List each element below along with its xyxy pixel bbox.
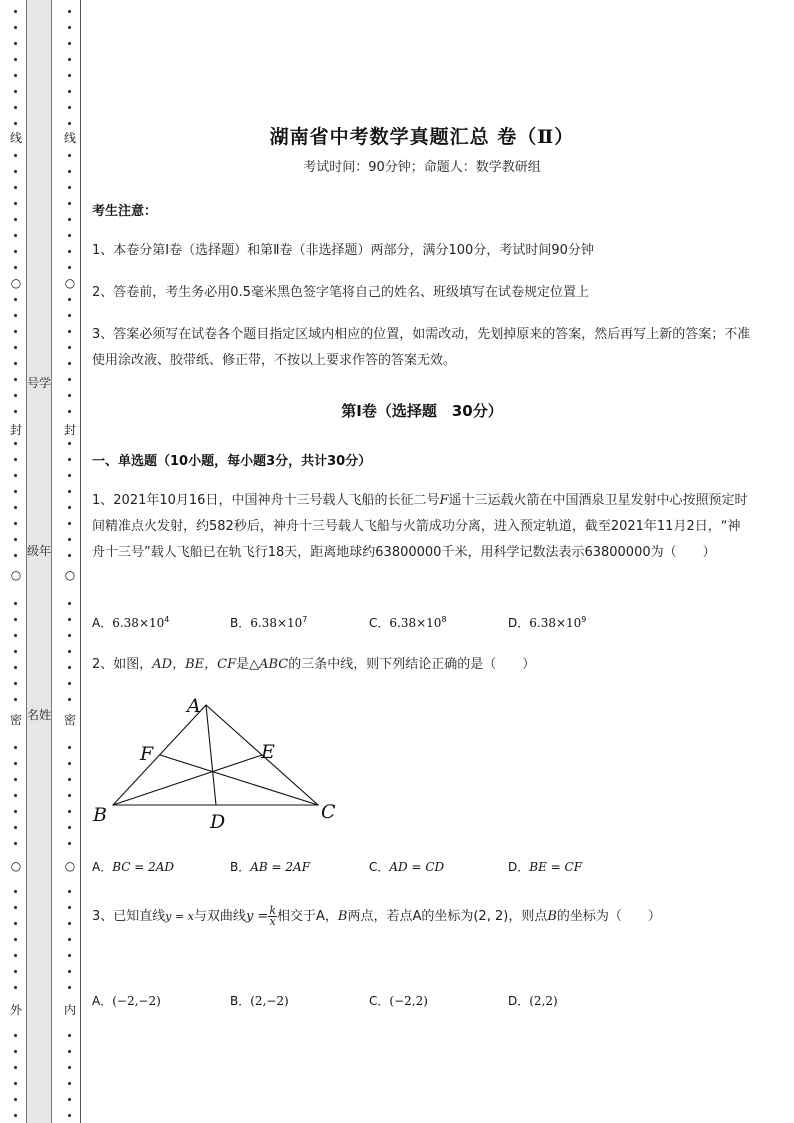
binding-dot: [14, 746, 17, 749]
q3-option-c[interactable]: C．(−2,2): [369, 994, 428, 1008]
q3-option-d[interactable]: D．(2,2): [508, 994, 558, 1008]
binding-dot: [14, 778, 17, 781]
binding-dot: [14, 618, 17, 621]
q2-option-b[interactable]: B．AB = 2AF: [230, 860, 311, 874]
binding-dot: [14, 42, 17, 45]
binding-dot: [68, 890, 71, 893]
binding-dot: [68, 458, 71, 461]
binding-dot: [68, 26, 71, 29]
binding-dot: [14, 538, 17, 541]
binding-dot: [68, 506, 71, 509]
binding-dot: [14, 666, 17, 669]
question-2: 2、如图，AD，BE，CF是△ABC的三条中线，则下列结论正确的是（ ）: [92, 657, 536, 672]
binding-dot: [68, 490, 71, 493]
q3-option-b[interactable]: B．(2,−2): [230, 994, 289, 1008]
binding-dot: [68, 74, 71, 77]
binding-dot: [14, 394, 17, 397]
binding-dot: [14, 58, 17, 61]
binding-left-mark-5: ○: [7, 859, 25, 873]
binding-dot: [14, 90, 17, 93]
binding-dot: [68, 442, 71, 445]
label-a: A: [187, 695, 201, 717]
field-name: 名姓: [27, 708, 52, 722]
exam-title: 湖南省中考数学真题汇总 卷（Ⅱ）: [269, 126, 575, 148]
binding-dot: [68, 90, 71, 93]
binding-dot: [68, 954, 71, 957]
field-grade: 级年: [27, 544, 52, 558]
binding-dot: [14, 410, 17, 413]
binding-dot: [68, 794, 71, 797]
binding-dot: [14, 378, 17, 381]
binding-right-mark-3: ○: [61, 568, 79, 582]
binding-dot: [68, 186, 71, 189]
notice-item-2: 2、答卷前，考生务必用0.5毫米黑色签字笔将自己的姓名、班级填写在试卷规定位置上: [92, 285, 589, 300]
binding-dot: [68, 1034, 71, 1037]
binding-dot: [14, 890, 17, 893]
binding-dot: [68, 682, 71, 685]
binding-dot: [14, 122, 17, 125]
binding-dot: [68, 634, 71, 637]
binding-left-mark-6: 外: [7, 1003, 25, 1017]
binding-dot: [68, 58, 71, 61]
notice-item-3: 3、答案必须写在试卷各个题目指定区域内相应的位置，如需改动，先划掉原来的答案，然后再写上新的答案；不准使用涂改液、胶带纸、修正带，不按以上要求作答的答案无效。: [92, 327, 751, 368]
median-ad: [206, 705, 216, 805]
q2-option-c[interactable]: C．AD = CD: [369, 860, 445, 874]
binding-dot: [68, 906, 71, 909]
binding-right-mark-1: ○: [61, 276, 79, 290]
student-info-gutter: [26, 0, 52, 1123]
binding-right-mark-5: ○: [61, 859, 79, 873]
binding-dot: [68, 122, 71, 125]
fraction-k-over-x: $\frac{k}{x}$: [269, 904, 276, 928]
binding-dot: [14, 170, 17, 173]
binding-dot: [14, 522, 17, 525]
binding-dot: [68, 522, 71, 525]
binding-dot: [14, 298, 17, 301]
binding-dot: [68, 1082, 71, 1085]
binding-dot: [14, 698, 17, 701]
binding-dot: [14, 826, 17, 829]
binding-dot: [14, 1050, 17, 1053]
binding-dot: [68, 10, 71, 13]
binding-dot: [68, 1098, 71, 1101]
binding-dot: [14, 954, 17, 957]
binding-dot: [68, 42, 71, 45]
binding-dot: [14, 634, 17, 637]
binding-dot: [14, 266, 17, 269]
binding-dot: [68, 826, 71, 829]
binding-dot: [68, 394, 71, 397]
exam-subtitle: 考试时间：90分钟；命题人：数学教研组: [303, 160, 541, 175]
binding-dot: [14, 506, 17, 509]
binding-dot: [14, 474, 17, 477]
binding-dot: [14, 762, 17, 765]
binding-dot: [14, 490, 17, 493]
binding-dot: [14, 842, 17, 845]
binding-dot: [14, 314, 17, 317]
binding-dot: [68, 330, 71, 333]
binding-dot: [68, 650, 71, 653]
binding-dot: [68, 410, 71, 413]
binding-dot: [14, 186, 17, 189]
binding-dot: [68, 474, 71, 477]
binding-dot: [14, 970, 17, 973]
question-3-options: [92, 992, 752, 1012]
binding-right-mark-6: 内: [61, 1003, 79, 1017]
binding-dot: [68, 778, 71, 781]
binding-dot: [14, 1066, 17, 1069]
binding-dot: [14, 218, 17, 221]
binding-dot: [68, 234, 71, 237]
binding-right-mark-4: 密: [61, 713, 79, 727]
binding-dot: [68, 218, 71, 221]
binding-dot: [14, 810, 17, 813]
question-1-lead: 1、2021年10月16日，中国神舟十三号载人飞船的长征二号: [92, 493, 440, 508]
binding-dot: [14, 1114, 17, 1117]
binding-dot: [14, 362, 17, 365]
binding-dot: [14, 906, 17, 909]
binding-right-mark-0: 线: [61, 131, 79, 145]
q1-option-d[interactable]: D．$6.38\times 10^9$: [508, 615, 587, 630]
binding-dot: [68, 346, 71, 349]
dotted-cut-line-right: [64, 0, 76, 1123]
binding-dot: [68, 1050, 71, 1053]
binding-dot: [68, 618, 71, 621]
binding-left-mark-1: ○: [7, 276, 25, 290]
binding-dot: [68, 762, 71, 765]
q2-option-a[interactable]: A．BC = 2AD: [92, 860, 175, 874]
part-title: 一、单选题（10小题，每小题3分，共计30分）: [92, 454, 372, 469]
binding-dot: [68, 938, 71, 941]
binding-dot: [68, 554, 71, 557]
q1-option-c[interactable]: C．$6.38\times 10^8$: [369, 615, 447, 630]
label-c: C: [321, 801, 336, 823]
binding-dot: [14, 346, 17, 349]
margin-divider: [80, 0, 81, 1123]
field-student-id: 号学: [27, 376, 52, 390]
question-1-options: [92, 614, 752, 634]
binding-dot: [68, 746, 71, 749]
binding-dot: [14, 602, 17, 605]
question-1-var: F: [439, 493, 449, 508]
binding-dot: [68, 378, 71, 381]
q1-option-b[interactable]: B．$6.38\times 10^7$: [230, 615, 308, 630]
binding-dot: [14, 458, 17, 461]
binding-dot: [14, 442, 17, 445]
binding-dot: [68, 1114, 71, 1117]
question-2-options: [92, 858, 752, 878]
triangle-figure: [92, 688, 352, 838]
binding-dot: [14, 922, 17, 925]
binding-dot: [14, 154, 17, 157]
binding-dot: [68, 106, 71, 109]
label-b: B: [93, 804, 107, 826]
binding-dot: [14, 250, 17, 253]
binding-dot: [14, 938, 17, 941]
binding-left-mark-2: 封: [7, 423, 25, 437]
binding-dot: [14, 650, 17, 653]
binding-dot: [14, 26, 17, 29]
binding-dot: [68, 298, 71, 301]
question-1-text: 遥十三运载火箭在中国酒泉卫星发射中心按照预定时间精准点火发射，约582秒后，神舟十三号载人飞船与火箭成功分离，进入预定轨道，截至2021年11月2日，“神舟十三号”载人飞船已在轨飞行18天，距离地球约63800000千米，用科学记数法表示63800000为（ ）: [92, 493, 748, 560]
binding-dot: [68, 698, 71, 701]
binding-dot: [14, 10, 17, 13]
binding-dot: [68, 314, 71, 317]
binding-dot: [14, 106, 17, 109]
binding-right-mark-2: 封: [61, 423, 79, 437]
section-title: 第Ⅰ卷（选择题 30分）: [341, 402, 503, 420]
binding-dot: [14, 1034, 17, 1037]
binding-dot: [68, 154, 71, 157]
binding-dot: [14, 554, 17, 557]
binding-dot: [68, 602, 71, 605]
binding-dot: [68, 1066, 71, 1069]
notice-item-1: 1、本卷分第Ⅰ卷（选择题）和第Ⅱ卷（非选择题）两部分，满分100分，考试时间90分钟: [92, 243, 594, 258]
label-f: F: [140, 743, 154, 765]
binding-dot: [68, 170, 71, 173]
q1-option-a[interactable]: A．$6.38\times 10^4$: [92, 615, 170, 630]
binding-dot: [14, 202, 17, 205]
binding-dot: [68, 202, 71, 205]
binding-dot: [68, 842, 71, 845]
binding-dot: [14, 682, 17, 685]
binding-dot: [14, 234, 17, 237]
binding-dot: [68, 970, 71, 973]
binding-dot: [68, 922, 71, 925]
binding-dot: [14, 794, 17, 797]
question-1: [92, 488, 752, 566]
binding-dot: [14, 1098, 17, 1101]
q2-option-d[interactable]: D．BE = CF: [508, 860, 583, 874]
binding-dot: [68, 810, 71, 813]
binding-left-mark-0: 线: [7, 131, 25, 145]
question-3: 3、已知直线y = x与双曲线y = $\frac{k}{x}$ 相交于A，B两点，若点A的坐标为(2, 2)，则点B的坐标为（ ）: [92, 904, 661, 928]
binding-dot: [14, 330, 17, 333]
binding-dot: [68, 250, 71, 253]
label-d: D: [210, 811, 226, 833]
binding-dot: [14, 74, 17, 77]
binding-dot: [68, 666, 71, 669]
binding-left-mark-4: 密: [7, 713, 25, 727]
binding-dot: [68, 266, 71, 269]
binding-dot: [14, 986, 17, 989]
binding-dot: [68, 538, 71, 541]
label-e: E: [261, 741, 275, 763]
notice-heading: 考生注意：: [92, 204, 158, 219]
binding-left-mark-3: ○: [7, 568, 25, 582]
q3-option-a[interactable]: A．(−2,−2): [92, 994, 161, 1008]
binding-dot: [68, 986, 71, 989]
binding-dot: [68, 362, 71, 365]
binding-dot: [14, 1082, 17, 1085]
dotted-cut-line-left: [10, 0, 22, 1123]
